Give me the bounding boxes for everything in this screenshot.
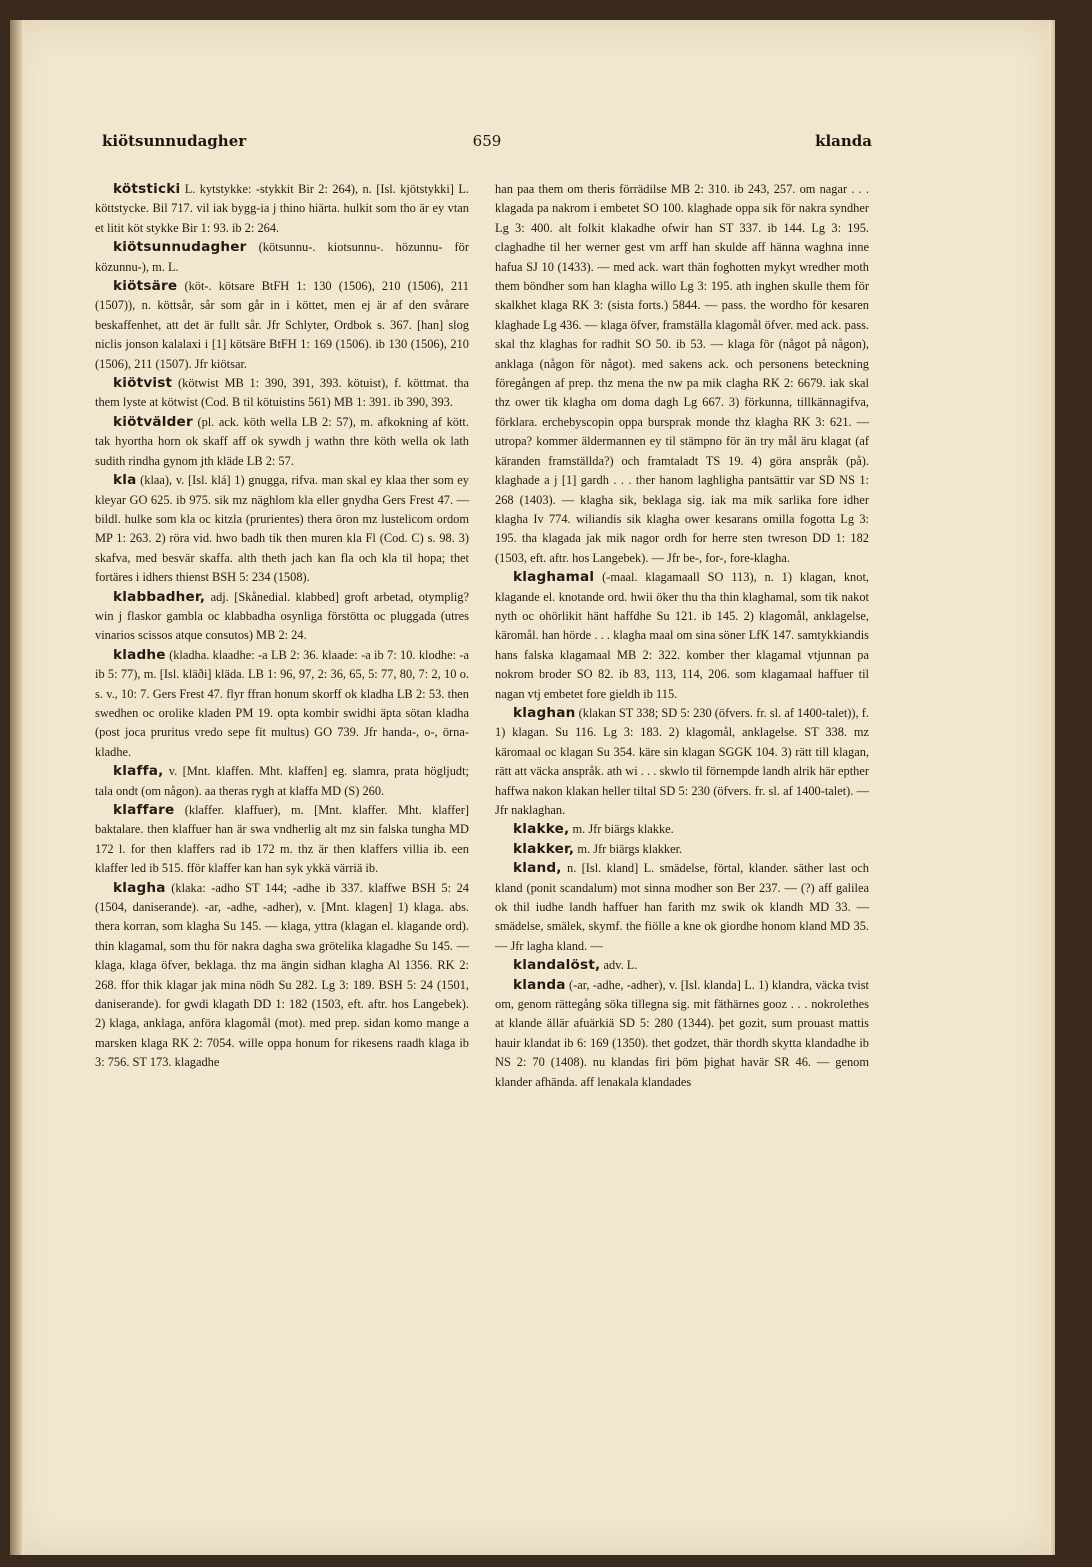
dictionary-entry (495, 180, 869, 568)
entry-text: (kötsunnu-. kiotsunnu-. hözunnu- för közunnu-), m. L. (95, 240, 469, 274)
dictionary-page (10, 20, 1055, 1555)
entry-headword: kiötsunnudagher (113, 239, 247, 256)
entry-headword: klandalöst, (513, 957, 601, 974)
entry-headword: kiötsäre (113, 278, 178, 295)
dictionary-entry (95, 374, 469, 413)
entry-text: m. Jfr biärgs klakker. (577, 841, 683, 856)
dictionary-entry (495, 704, 869, 820)
entry-headword: kiötvist (113, 375, 173, 392)
entry-text: (klakan ST 338; SD 5: 230 (öfvers. fr. sl. af 1400-talet)), f. 1) klagan. Su 116. Lg 3: 183. 2) klagomål, anklagelse. ST 338. mz käromaal oc klagan Su 354. käre sin klagan SGGK 104. 3) rätt till klagan, rätt att väcka anspråk. ath wi . . . skwlo til förnempde landh alrik här epther haffwa nakon klakan heller tiltal SD 5: 230 (öfvers. fr. sl. af 1400-talet). — Jfr naklaghan. (495, 705, 869, 817)
dictionary-entry (95, 801, 469, 879)
dictionary-entry (95, 180, 469, 238)
entry-text: (klaa), v. [Isl. klá] 1) gnugga, rifva. man skal ey klaa ther som ey kleyar GO 625. ib 975. sik mz näghlom kla eller gnydha Gers Frest 47. — bildl. hulke som kla oc kitzla (prurientes) thera öron mz lustelicom ordom MP 1: 263. 2) röra vid. hwo badh tik then muren kla Fl (Cod. C) s. 98. 3) skafva, med besvär skaffa. alth theth jach kan fla och kla til hopa; thet fortäres i idhers thienst BSH 5: 234 (1508). (95, 473, 469, 585)
left-column (95, 180, 469, 1073)
entry-headword: kladhe (113, 646, 166, 663)
dictionary-entry (495, 956, 869, 975)
entry-text: (pl. ack. köth wella LB 2: 57), m. afkokning af kött. tak hyortha horn ok skaff aff ok sywdh j wathn thre köth wella ok lath sudith rindha gynom jth kläde LB 2: 57. (95, 414, 469, 468)
dictionary-entry (95, 762, 469, 801)
entry-text: v. [Mnt. klaffen. Mht. klaffen] eg. slamra, prata högljudt; tala ondt (om någon). aa theras rygh at klaffa MD (S) 260. (95, 764, 469, 798)
entry-headword: kland, (513, 860, 562, 877)
entry-text: (kladha. klaadhe: -a LB 2: 36. klaade: -a ib 7: 10. klodhe: -a ib 5: 77), m. [Isl. kläði] kläda. LB 1: 96, 97, 2: 36, 65, 5: 77, 80, 7: 2, 10 o. s. v., 10: 7. Gers Frest 47. flyr ffran honum skorff ok kladha LB 2: 53. then swedhen oc orolike kladen PM 19. opta kombir swidhi äpta sötan kladha (post joca pruritus vredo sepe fit multus) GO 739. Jfr handa-, o-, örna-kladhe. (95, 647, 469, 759)
page-gutter (10, 20, 24, 1555)
entry-text: (-maal. klagamaall SO 113), n. 1) klagan, knot, klagande el. knotande ord. hwii öker thu tha thin klaghamal, som tik nakot nyth oc ohörlikit hänt haffdhe Su 121. ib 145. 2) klagomål, anklagelse, käromål. han hörde . . . klagha maal om sina söner LfK 147. samtykkiandis hans falska klagamaal MB 2: 322. komber ther klagamal vtjunnan pa nokrom broder SO 82. ib 83, 113, 114, 206. som klagamaal haffuer til nagan vtj embetet fore gieldh ib 115. (495, 570, 869, 701)
entry-text: m. Jfr biärgs klakke. (572, 822, 674, 837)
dictionary-entry (95, 413, 469, 471)
dictionary-entry (495, 859, 869, 956)
entry-headword: klaffare (113, 802, 175, 818)
entry-headword: klabbadher, (113, 588, 206, 605)
dictionary-entry (495, 840, 869, 859)
right-column (495, 180, 869, 1092)
entry-headword: klaghan (513, 704, 576, 721)
dictionary-entry (95, 588, 469, 646)
entry-text: (-ar, -adhe, -adher), v. [Isl. klanda] L. 1) klandra, väcka tvist om, genom rättegång söka tillegna sig. mit fäthärnes gooz . . . nokrolethes at klande ällär afuärkiä SD 5: 280 (1344). þet gozit, sum prouast mattis hauir klandat ib 6: 169 (1350). thet godzet, thär thordh skytta klandadhe ib NS 2: 70 (1408). nu klandas firi þöm þighat havär SR 46. — genom klander afhända. aff lenakala klandades (495, 977, 869, 1089)
entry-text: (kötwist MB 1: 390, 391, 393. kötuist), f. köttmat. tha them lyste at kötwist (Cod. B til kötuistins 561) MB 1: 391. ib 390, 393. (95, 376, 469, 410)
dictionary-entry (95, 646, 469, 762)
dictionary-entry (495, 568, 869, 704)
entry-text: L. kytstykke: -stykkit Bir 2: 264), n. [Isl. kjötstykki] L. köttstycke. Bil 717. vil iak bygg-ia j thino hiärta. hulkit som tho är ey vtan et litit köt stykke Bir 1: 93. ib 2: 264. (95, 182, 469, 235)
header-right-guideword: klanda (815, 132, 872, 150)
entry-text: (klaka: -adho ST 144; -adhe ib 337. klaffwe BSH 5: 24 (1504, daniserande). -ar, -adhe, -adher), v. [Mnt. klagen] 1) klaga. abs. thera korran, som klagha Su 145. — klaga, yttra (klagan el. klagande ord). thin klagamal, som thu för nakra dagha swa grötelika klagadhe Su 145. — klaga, klaga öfver, beklaga. thz ma ängin sidhan klagha Al 1356. RK 2: 268. ffor thik klagar jak mina nödh Su 282. Lg 3: 189. BSH 5: 24 (1501, daniserande). for gwdi klagath DD 1: 182 (1503, eft. aftr. hos Langebek). 2) klaga, anklaga, anföra klagomål (mot). med prep. sidan komo mange a marsken klaga RK 2: 7054. wille oppa honum for rikesens raadh klaga ib 3: 756. ST 173. klagadhe (95, 880, 469, 1070)
entry-headword: klaghamal (513, 569, 595, 586)
entry-headword: klaffa, (113, 763, 164, 780)
page-edge (1049, 20, 1055, 1555)
entry-headword: klagha (113, 879, 166, 896)
entry-text: (köt-. kötsare BtFH 1: 130 (1506), 210 (1506), 211 (1507)), n. köttsår, sår som går in i köttet, men ej är af den svårare beskaffenhet, att det är fullt sår. Jfr Schlyter, Ordbok s. 367. [han] slog niclis jonson kalalaxi i [1] kötsäre BtFH 1: 169 (1506). ib 130 (1506), 210 (1506), 211 (1507). Jfr kiötsar. (95, 279, 469, 371)
entry-headword: klanda (513, 976, 566, 993)
dictionary-entry (495, 820, 869, 839)
header-left-guideword: kiötsunnudagher (102, 132, 247, 150)
entry-headword: klakker, (513, 840, 575, 857)
entry-text: adj. [Skånedial. klabbed] groft arbetad, otymplig? win j flaskor gambla oc klabbadha osynliga förstötta oc pluggada (utres vinarios scissos atque consutos) MB 2: 24. (95, 589, 469, 643)
dictionary-entry (95, 238, 469, 277)
entry-headword: kiötvälder (113, 413, 193, 430)
dictionary-entry (95, 471, 469, 587)
dictionary-entry (95, 879, 469, 1073)
entry-text: han paa them om theris förrädilse MB 2: 310. ib 243, 257. om nagar . . . klagada pa nakrom i embetet SO 100. klaghade oppa sik för nakra syndher Lg 3: 400. alt folkit klakadhe ofwir han ST 337. ib 144. Lg 3: 195. claghadhe til her werner gest vm arff han skulde aff hänna waghna inne hafua SJ 10 (1433). — med ack. wart thän foghotten mykyt wredher moth them böndher som han klagha willo Lg 3: 195. ath inghen skulle them för skalkhet klaga RK 3: (sista forts.) 5844. — pass. the wordho för kesaren klaghade Lg 436. — klaga öfver, framställa klagomål öfver. med ack. pass. skal thz klaghas for radhit SO 50. ib 53. — klaga för (något på någon), anklaga (någon för något). med sakens ack. och personens beteckning föregången af prep. thz mena the nw pa mik clagha RK 2: 6679. iak skal thz ower tik klagha om doma dagh Lg 667. 3) förkunna, tillkännagifva, förklara. erchebyscopin oppa bursprak monde thz klagha RK 3: 621. — utropa? kommer äldermannen ey til stämpno för än try mål äru klagat (af käranden framställda?) och framtaladt TS 19. 4) göra anspråk (på). klaghade a j [1] gardh . . . ther hanom laghligha pantsättir var SD NS 1: 268 (1403). — klagha sik, beklaga sig. iak ma mik sarlika fore idher klagha Iv 774. wiliandis sik klagha ower kesarans omilla fogotta Lg 3: 195. tha klagada jak mik nagor ordh for herre sten twreson DD 1: 182 (1503, eft. aftr. hos Langebek). — Jfr be-, for-, fore-klagha. (495, 182, 869, 565)
entry-text: (klaffer. klaffuer), m. [Mnt. klaffer. Mht. klaffer] baktalare. then klaffuer han är swa vndherlig alt mz sin falska tungha MD 172 l. for then klaffers rad ib 172 m. thz är then klaffers villia ib. een klaffer led ib 515. fför klaffer kan han syk ykkä värriä ib. (95, 803, 469, 876)
running-header (102, 132, 872, 154)
entry-text: adv. L. (603, 958, 638, 973)
dictionary-entry (95, 277, 469, 374)
page-number: 659 (472, 132, 502, 150)
entry-headword: klakke, (513, 821, 570, 838)
dictionary-entry (495, 976, 869, 1092)
entry-text: n. [Isl. kland] L. smädelse, förtal, klander. säther last och kland (ponit scandalum) mot sinna modher son Ber 237. — (?) aff galilea ok thil iudhe landh haffuer han farith mz swik ok klandh MD 33. — smädelse, smälek, skymf. the fiölle a kne ok giordhe honom kland MD 35. — Jfr lagha kland. — (495, 861, 869, 953)
entry-headword: kla (113, 472, 137, 489)
entry-headword: kötsticki (113, 181, 181, 197)
